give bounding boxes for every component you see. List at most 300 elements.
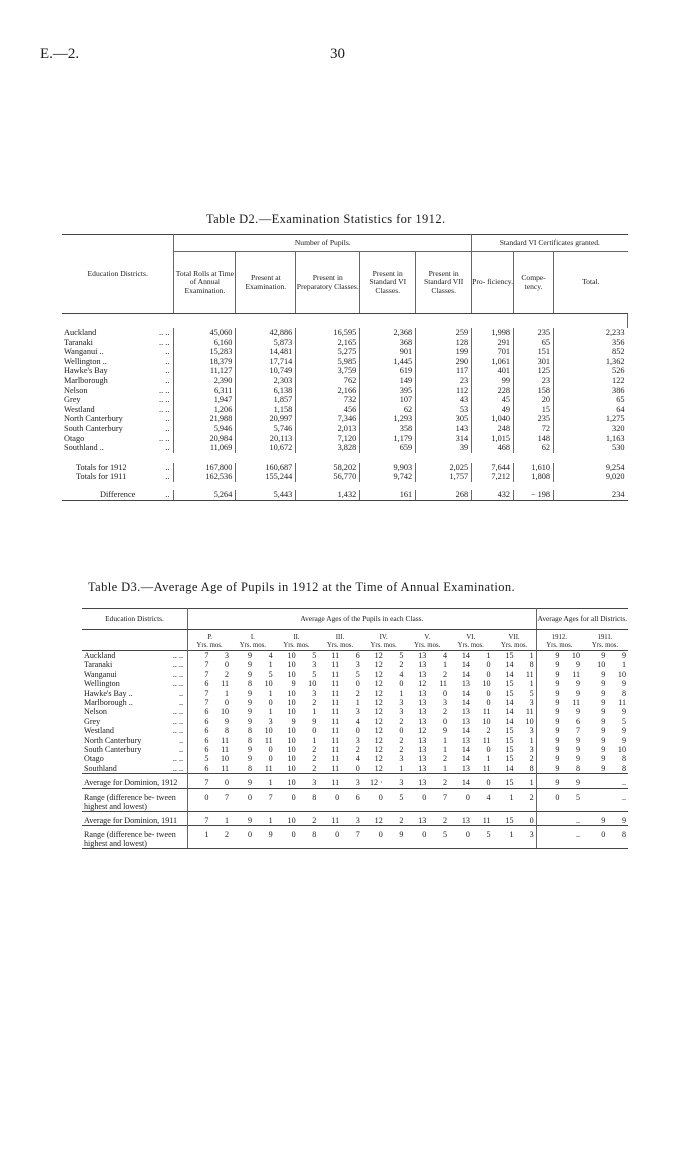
table-cell: 2 — [486, 726, 491, 736]
table-cell: 2 — [442, 669, 447, 679]
table-cell: 7 — [188, 811, 211, 825]
table-cell: 45,060 — [174, 328, 236, 338]
table-cell: 1,015 — [472, 434, 514, 444]
table-cell: 9 — [247, 688, 253, 698]
district-label: Wellington — [84, 679, 120, 689]
table-cell: 4 — [472, 788, 493, 811]
table-cell: 9 — [621, 735, 626, 745]
table-cell: 2 — [428, 774, 449, 788]
table-cell: 5 — [385, 788, 406, 811]
table-cell: 10 — [482, 716, 491, 726]
table-cell: 259 — [416, 328, 472, 338]
district-label: Marlborough .. — [84, 698, 133, 708]
table-cell: 12 — [374, 651, 383, 660]
table-cell: 395 — [360, 386, 416, 396]
table-cell: 11 — [331, 716, 340, 726]
table-cell: 14 — [461, 669, 470, 679]
table-cell: 10 — [308, 679, 317, 689]
table-cell: 3 — [442, 698, 447, 708]
table-cell: 11 — [482, 763, 491, 773]
table-cell: 1,947 — [174, 395, 236, 405]
table-cell: 11 — [331, 735, 340, 745]
table-cell: 14 — [505, 707, 514, 717]
table-cell: 1,061 — [472, 357, 514, 367]
group-average-ages-class: Average Ages of the Pupils in each Class. — [188, 609, 537, 630]
table-cell: 11 — [264, 763, 273, 773]
table-cell: 9 — [555, 745, 560, 755]
table-row — [62, 366, 628, 376]
table-cell: 1 — [493, 826, 516, 849]
table-row — [62, 338, 628, 348]
table-cell: 5 — [399, 651, 404, 660]
table-cell: 314 — [416, 434, 472, 444]
table-cell: 15 — [505, 735, 514, 745]
table-cell: 5 — [204, 754, 209, 764]
table-cell: 15 — [493, 774, 516, 788]
table-cell: 4 — [399, 669, 404, 679]
table-cell: 9 — [582, 811, 607, 825]
table-cell: 199 — [416, 347, 472, 357]
table-cell: 0 — [399, 679, 404, 689]
leader-dots: .. .. — [172, 660, 184, 670]
table-cell: 10 — [221, 707, 230, 717]
page-header-reference: E.—2. — [40, 46, 80, 62]
table-cell: 0 — [355, 726, 360, 736]
district-name — [62, 386, 174, 396]
leader-dots: .. — [165, 443, 170, 453]
district-name — [62, 472, 174, 482]
table-cell: 0 — [486, 698, 491, 708]
table-cell: 5 — [312, 651, 317, 660]
table-cell: 9 — [601, 698, 606, 708]
table-cell: 1 — [355, 698, 360, 708]
units-label: Yrs. mos. — [457, 642, 484, 649]
table-cell: 11 — [331, 754, 340, 764]
district-label: Difference — [100, 489, 136, 499]
table-cell: 143 — [416, 424, 472, 434]
district-label: South Canterbury — [84, 745, 142, 755]
district-label: Marlborough — [64, 375, 108, 385]
table-cell: 2 — [442, 754, 447, 764]
district-name — [82, 774, 188, 788]
table-cell: 1,998 — [472, 328, 514, 338]
table-cell: 1 — [399, 763, 404, 773]
table-cell: 15 — [505, 651, 514, 660]
district-name — [82, 826, 188, 849]
table-cell: .. — [561, 811, 582, 825]
table-cell: 5,443 — [236, 490, 296, 500]
table-cell: 10 — [275, 811, 298, 825]
table-cell: 1,857 — [236, 395, 296, 405]
table-cell: 10 — [287, 651, 296, 660]
table-cell: 1,808 — [514, 472, 554, 482]
table-cell: 2 — [516, 788, 537, 811]
district-name — [62, 357, 174, 367]
table-row — [82, 764, 628, 774]
table-cell: 8 — [607, 826, 628, 849]
table-row — [62, 376, 628, 386]
table-cell: 62 — [360, 405, 416, 415]
spacer-row — [62, 453, 628, 463]
table-cell: 6 — [341, 788, 362, 811]
table-cell: 2 — [399, 660, 404, 670]
table-cell: 9 — [247, 745, 253, 755]
table-cell: 11 — [331, 707, 340, 717]
col-competency: Compe- tency. — [514, 252, 554, 314]
district-label: Auckland — [84, 651, 116, 660]
table-cell: 16,595 — [296, 328, 360, 338]
table-row — [82, 689, 628, 698]
district-name — [62, 405, 174, 415]
table-cell: 228 — [472, 386, 514, 396]
table-cell: 11 — [318, 774, 341, 788]
table-cell: 13 — [418, 660, 427, 670]
table-row — [82, 754, 628, 763]
table-cell: 0 — [472, 774, 493, 788]
table-cell: 9 — [621, 726, 626, 736]
leader-dots: .. .. — [172, 669, 184, 679]
table-cell: 7 — [204, 660, 209, 670]
class-label: VI. — [466, 634, 476, 641]
table-cell: 13 — [405, 774, 428, 788]
table-cell: 7 — [210, 788, 231, 811]
table-cell: 14 — [461, 754, 470, 764]
district-label: Wellington .. — [64, 356, 107, 366]
district-name — [62, 414, 174, 424]
table-cell: 10 — [571, 651, 581, 660]
table-cell: 11 — [331, 745, 340, 755]
table-cell: 5,746 — [236, 424, 296, 434]
table-cell: 12 · — [362, 774, 385, 788]
district-label: Hawke's Bay — [64, 366, 108, 376]
table-cell: 13 — [405, 811, 428, 825]
col-standard-vii: Present in Standard VII Classes. — [416, 252, 472, 314]
table-cell: 7 — [188, 774, 211, 788]
table-cell: 14 — [449, 774, 472, 788]
district-name — [62, 490, 174, 500]
col-proficiency: Pro- ficiency. — [472, 252, 514, 314]
table-cell: 3 — [399, 707, 404, 717]
table-cell: 0 — [405, 788, 428, 811]
table-cell: 15 — [505, 726, 514, 736]
table-row — [82, 774, 628, 788]
table-cell: 10 — [287, 745, 296, 755]
table-cell: 10 — [287, 688, 296, 698]
district-label: Taranaki — [64, 337, 93, 347]
table-cell: 659 — [360, 443, 416, 453]
table-cell: 9 — [247, 754, 253, 764]
table-cell: 13 — [418, 763, 427, 773]
table-cell: 11 — [331, 698, 340, 708]
table-cell: 12 — [374, 669, 383, 679]
table-cell: 0 — [486, 660, 491, 670]
district-name — [82, 679, 188, 688]
table-cell: 6 — [204, 679, 209, 689]
district-name — [82, 698, 188, 707]
table-cell — [582, 788, 607, 811]
table-cell: 1 — [493, 788, 516, 811]
table-cell: 7 — [204, 651, 209, 660]
table-cell: 11 — [516, 670, 537, 679]
table-cell: 11 — [318, 811, 341, 825]
table-cell: 701 — [472, 347, 514, 357]
table-cell: 15 — [505, 745, 514, 755]
table-cell: − 198 — [514, 490, 554, 500]
table-row — [62, 328, 628, 338]
table-cell: 3,759 — [296, 366, 360, 376]
table-cell: 9 — [601, 726, 606, 736]
table-cell: 8 — [575, 763, 581, 773]
district-label: Nelson — [84, 707, 107, 717]
table-cell: 65 — [514, 338, 554, 348]
table-cell: 9 — [555, 698, 560, 708]
table-cell: 10 — [221, 754, 230, 764]
table-cell: 13 — [461, 763, 470, 773]
table-cell: 45 — [472, 395, 514, 405]
table-cell: 9,020 — [605, 472, 625, 482]
table-cell: 9 — [621, 707, 626, 717]
table-cell: 167,800 — [174, 463, 236, 473]
table-cell: 12 — [418, 726, 427, 736]
district-name — [62, 347, 174, 357]
table-cell: 1 — [621, 660, 626, 670]
col-preparatory: Present in Preparatory Classes. — [296, 252, 360, 314]
table-cell: 0 — [355, 763, 360, 773]
table-cell: 1 — [268, 688, 273, 698]
table-cell: 9 — [601, 763, 606, 773]
table-cell: 1,179 — [360, 434, 416, 444]
table-cell: 3 — [516, 745, 537, 754]
table-cell: 6,311 — [174, 386, 236, 396]
district-label: Average for Dominion, 1911 — [84, 815, 178, 825]
table-cell: 12 — [362, 811, 385, 825]
spacer-row — [62, 314, 628, 329]
table-cell: 1,275 — [605, 414, 625, 424]
class-label: II. — [293, 634, 300, 641]
district-name — [82, 726, 188, 735]
table-cell: 7,346 — [296, 414, 360, 424]
table-row — [82, 660, 628, 669]
district-label: South Canterbury — [64, 423, 123, 433]
table-d3-title: Table D3.—Average Age of Pupils in 1912 at the Time of Annual Examination. — [88, 580, 516, 594]
district-label: Nelson — [64, 385, 88, 395]
table-cell: 9 — [555, 707, 560, 717]
table-cell: 7 — [254, 788, 275, 811]
table-cell: 9 — [247, 716, 253, 726]
leader-dots: .. — [178, 745, 184, 755]
units-label: Yrs. mos. — [326, 642, 354, 649]
table-cell: 1,158 — [236, 405, 296, 415]
leader-dots: .. — [165, 472, 170, 482]
table-cell: 9 — [442, 726, 447, 736]
table-cell: 0 — [312, 726, 317, 736]
table-cell: 14 — [461, 726, 470, 736]
units-label: Yrs. mos. — [546, 642, 573, 649]
table-cell: 10 — [617, 669, 626, 679]
table-cell: 9,254 — [605, 462, 625, 472]
table-cell: 12 — [374, 763, 383, 773]
table-cell: 10 — [287, 754, 296, 764]
table-cell: 5,946 — [174, 424, 236, 434]
table-cell: 112 — [416, 386, 472, 396]
table-cell: 11 — [264, 735, 273, 745]
table-cell: 11 — [221, 735, 230, 745]
table-cell: 3 — [298, 774, 319, 788]
table-cell: 1 — [268, 660, 273, 670]
leader-dots: .. — [165, 462, 170, 472]
table-cell: 11 — [439, 679, 447, 689]
table-cell: 9 — [575, 679, 581, 689]
table-cell: 0 — [355, 679, 360, 689]
table-cell: 8 — [516, 660, 537, 669]
table-cell: 13 — [418, 698, 427, 708]
leader-dots: .. — [165, 375, 170, 385]
district-label: Southland — [84, 763, 117, 773]
table-cell: 0 — [442, 716, 447, 726]
table-cell: 1 — [312, 707, 317, 717]
table-cell: 10,749 — [236, 366, 296, 376]
table-cell: 526 — [612, 366, 625, 376]
district-name — [62, 424, 174, 434]
table-cell: 128 — [416, 338, 472, 348]
table-cell: 0 — [449, 788, 472, 811]
table-cell: 5 — [312, 669, 317, 679]
table-cell: 7,120 — [296, 434, 360, 444]
table-cell: 456 — [296, 405, 360, 415]
table-row — [62, 443, 628, 453]
table-cell: 13 — [418, 669, 427, 679]
table-cell: 11 — [482, 707, 491, 717]
leader-dots: .. .. — [172, 707, 184, 717]
table-cell: 9 — [601, 735, 606, 745]
district-spacer — [82, 642, 188, 651]
table-cell: 9 — [555, 716, 560, 726]
class-label: 1911. — [597, 634, 613, 641]
table-cell: 356 — [612, 337, 625, 347]
units-row — [82, 642, 628, 651]
col-total-rolls: Total Rolls at Time of Annual Examination. — [174, 252, 236, 314]
table-cell: 10 — [287, 735, 296, 745]
district-name — [82, 788, 188, 811]
district-label: Totals for 1912 — [76, 462, 127, 472]
col-present-at-exam: Present at Examination. — [236, 252, 296, 314]
leader-dots: .. — [178, 698, 184, 708]
table-cell: 2,013 — [296, 424, 360, 434]
table-cell: 9 — [231, 774, 254, 788]
table-cell: 14 — [461, 660, 470, 670]
table-cell: 162,536 — [174, 472, 236, 482]
table-row — [62, 424, 628, 434]
table-cell: 0 — [516, 811, 537, 825]
table-cell: 5 — [268, 669, 273, 679]
table-cell: 2 — [442, 707, 447, 717]
table-cell: 151 — [514, 347, 554, 357]
table-cell: 14 — [505, 669, 514, 679]
district-label: Wanganui — [84, 669, 117, 679]
table-cell: 2,368 — [360, 328, 416, 338]
table-cell: 11,127 — [174, 366, 236, 376]
table-cell: 9 — [555, 651, 560, 660]
table-cell: 0 — [268, 754, 273, 764]
leader-dots: .. .. — [159, 328, 170, 337]
table-cell: 39 — [416, 443, 472, 453]
table-cell: 5 — [355, 669, 360, 679]
leader-dots: .. .. — [159, 395, 170, 405]
table-cell: 1 — [188, 826, 211, 849]
table-cell: 20,997 — [236, 414, 296, 424]
district-label: North Canterbury — [64, 414, 123, 424]
leader-dots: .. — [165, 356, 170, 366]
class-label: III. — [335, 634, 345, 641]
table-cell: 0 — [275, 788, 298, 811]
table-cell: 1,040 — [472, 414, 514, 424]
table-cell: 9 — [601, 651, 606, 660]
table-cell: 11 — [482, 735, 491, 745]
table-cell: 2 — [210, 826, 231, 849]
table-row — [82, 717, 628, 726]
table-cell: 17,714 — [236, 357, 296, 367]
table-cell — [536, 811, 561, 825]
table-cell: 2 — [225, 669, 230, 679]
table-cell: 9 — [555, 763, 560, 773]
table-cell: 6 — [575, 716, 581, 726]
table-cell: 6,160 — [174, 338, 236, 348]
district-name — [62, 328, 174, 338]
units-label: Yrs. mos. — [370, 642, 397, 649]
table-cell: 13 — [418, 707, 427, 717]
table-cell: 7 — [204, 669, 209, 679]
table-cell: 1 — [254, 811, 275, 825]
table-cell: 11 — [221, 745, 230, 755]
table-cell: 62 — [514, 443, 554, 453]
table-d2-title: Table D2.—Examination Statistics for 1912. — [206, 212, 446, 226]
table-cell: 8 — [247, 679, 253, 689]
table-cell: 58,202 — [296, 463, 360, 473]
district-label: Auckland — [64, 328, 97, 337]
leader-dots: .. — [165, 414, 170, 424]
table-row — [82, 651, 628, 661]
table-cell: 49 — [472, 405, 514, 415]
leader-dots: .. .. — [159, 385, 170, 395]
table-cell: 13 — [461, 679, 470, 689]
table-cell: 12 — [374, 754, 383, 764]
table-cell: 2 — [312, 763, 317, 773]
leader-dots: .. .. — [159, 433, 170, 443]
table-cell: 305 — [416, 414, 472, 424]
table-cell: 5,873 — [236, 338, 296, 348]
table-cell: 20,113 — [236, 434, 296, 444]
table-cell: 161 — [360, 490, 416, 500]
leader-dots: .. — [165, 366, 170, 376]
table-cell: 3 — [516, 826, 537, 849]
class-label: P. — [207, 634, 212, 641]
table-cell: 15 — [514, 405, 554, 415]
leader-dots: .. .. — [172, 754, 184, 764]
district-name — [62, 395, 174, 405]
table-cell: .. — [607, 788, 628, 811]
table-cell: 117 — [416, 366, 472, 376]
table-row — [82, 670, 628, 679]
district-label: Westland — [84, 726, 114, 736]
table-cell: 10 — [516, 717, 537, 726]
table-cell: 42,886 — [236, 328, 296, 338]
district-name — [82, 754, 188, 763]
table-cell: 9 — [247, 669, 253, 679]
district-label: Hawke's Bay .. — [84, 688, 133, 698]
table-cell: 9 — [601, 688, 606, 698]
table-cell: 2 — [428, 811, 449, 825]
col-total: Total. — [554, 252, 628, 314]
